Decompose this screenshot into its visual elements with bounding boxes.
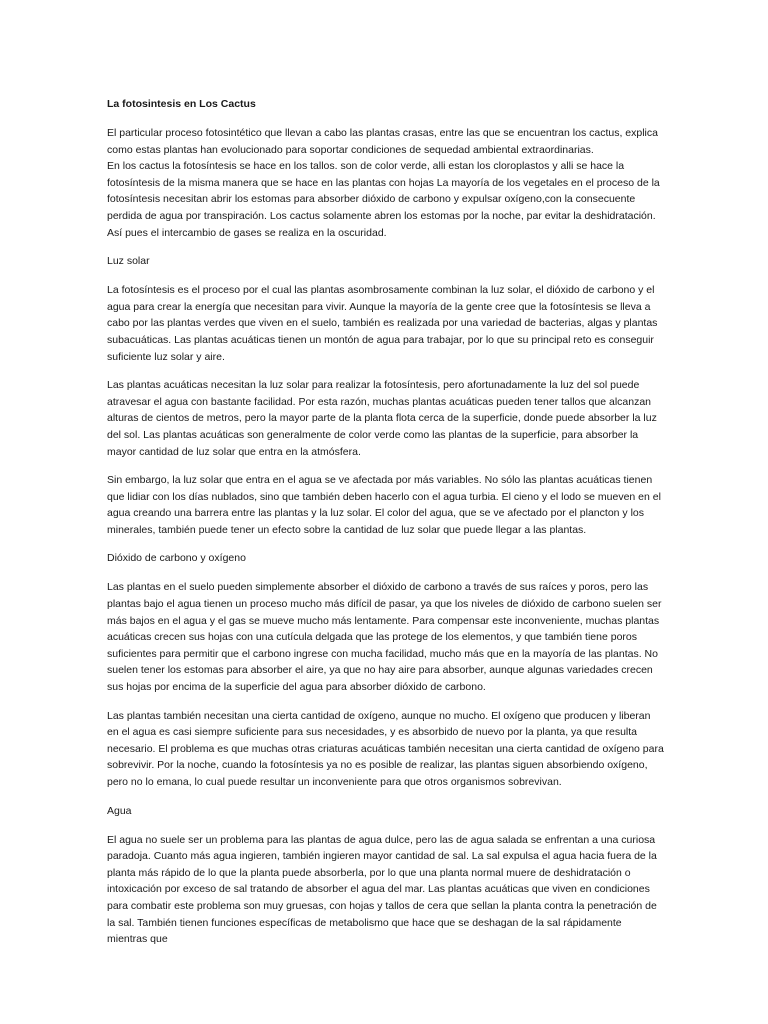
document-title: La fotosintesis en Los Cactus xyxy=(107,98,256,110)
dioxido-paragraph-1: Las plantas en el suelo pueden simplemente absorber el dióxido de carbono a través de sus raíces y poros, pero las plantas bajo el agua tienen un proceso mucho más difícil de pasar, ya que los niveles de dióxido de carbono suelen ser más bajos en el agua y el gas se mueve mucho más lentamente. Para compensar este inconveniente, muchas plantas acuáticas crecen sus hojas con una cutícula delgada que las protege de los elementos, y que también tiene poros suficientes para permitir que el carbono ingrese con mucha facilidad, mucho más que en la mayoría de las plantas. No suelen tener los estomas para absorber el aire, ya que no hay aire para absorber, aunque algunas variedades crecen sus hojas por encima de la superficie del agua para absorber dióxido de carbono. xyxy=(107,581,662,694)
luz-paragraph-2: Las plantas acuáticas necesitan la luz solar para realizar la fotosíntesis, pero afortunadamente la luz del sol puede atravesar el agua con bastante facilidad. Por esta razón, muchas plantas acuáticas pueden tener tallos que alcanzan alturas de cientos de metros, pero la mayor parte de la planta flota cerca de la superficie, donde puede absorber la luz del sol. Las plantas acuáticas son generalmente de color verde como las plantas de la superficie, para absorber la mayor cantidad de luz solar que entra en la atmósfera. xyxy=(107,379,657,458)
intro-paragraph-1: El particular proceso fotosintético que llevan a cabo las plantas crasas, entre las que se encuentran los cactus, explica como estas plantas han evolucionado para soportar condiciones de sequedad ambiental extraordinarias. xyxy=(107,127,658,156)
intro-paragraph-2: En los cactus la fotosíntesis se hace en los tallos. son de color verde, alli estan los cloroplastos y alli se hace la fotosíntesis de la misma manera que se hace en las plantas con hojas La mayoría de los vegetales en el proceso de la fotosíntesis necesitan abrir los estomas para absorber dióxido de carbono y expulsar oxígeno,con la consecuente perdida de agua por transpiración. Los cactus solamente abren los estomas por la noche, par evitar la deshidratación. Así pues el intercambio de gases se realiza en la oscuridad. xyxy=(107,160,660,239)
agua-paragraph-1: El agua no suele ser un problema para las plantas de agua dulce, pero las de agua salada se enfrentan a una curiosa paradoja. Cuanto más agua ingieren, también ingieren mayor cantidad de sal. La sal expulsa el agua hacia fuera de la planta más rápido de lo que la planta puede absorberla, por lo que una planta normal muere de deshidratación o intoxicación por exceso de sal tratando de absorber el agua del mar. Las plantas acuáticas que viven en condiciones para combatir este problema son muy gruesas, con hojas y tallos de cera que sellan la planta contra la penetración de la sal. También tienen funciones específicas de metabolismo que hace que se deshagan de la sal rápidamente mientras que xyxy=(107,833,657,946)
section-heading-luz-solar: Luz solar xyxy=(107,255,150,268)
dioxido-paragraph-2: Las plantas también necesitan una cierta cantidad de oxígeno, aunque no mucho. El oxígeno que producen y liberan en el agua es casi siempre suficiente para sus necesidades, y es absorbido de nuevo por la planta, ya que resulta necesario. El problema es que muchas otras criaturas acuáticas también necesitan una cierta cantidad de oxígeno para sobrevivir. Por la noche, cuando la fotosíntesis ya no es posible de realizar, las plantas siguen absorbiendo oxígeno, pero no lo emana, lo cual puede resultar un inconveniente para que otros organismos sobrevivan. xyxy=(107,709,664,788)
luz-paragraph-1: La fotosíntesis es el proceso por el cual las plantas asombrosamente combinan la luz solar, el dióxido de carbono y el agua para crear la energía que necesitan para vivir. Aunque la mayoría de la gente cree que la fotosíntesis se lleva a cabo por las plantas verdes que viven en el suelo, también es realizada por una variedad de bacterias, algas y plantas subacuáticas. Las plantas acuáticas tienen un montón de agua para trabajar, por lo que su principal reto es conseguir suficiente luz solar y aire. xyxy=(107,284,658,363)
luz-paragraph-3: Sin embargo, la luz solar que entra en el agua se ve afectada por más variables. No sólo las plantas acuáticas tienen que lidiar con los días nublados, sino que también deben hacerlo con el agua turbia. El cieno y el lodo se mueven en el agua creando una barrera entre las plantas y la luz solar. El color del agua, que se ve afectado por el plancton y los minerales, también puede tener un efecto sobre la cantidad de luz solar que puede llegar a las plantas. xyxy=(107,474,661,536)
section-heading-agua: Agua xyxy=(107,804,132,817)
section-heading-dioxido: Dióxido de carbono y oxígeno xyxy=(107,552,246,565)
